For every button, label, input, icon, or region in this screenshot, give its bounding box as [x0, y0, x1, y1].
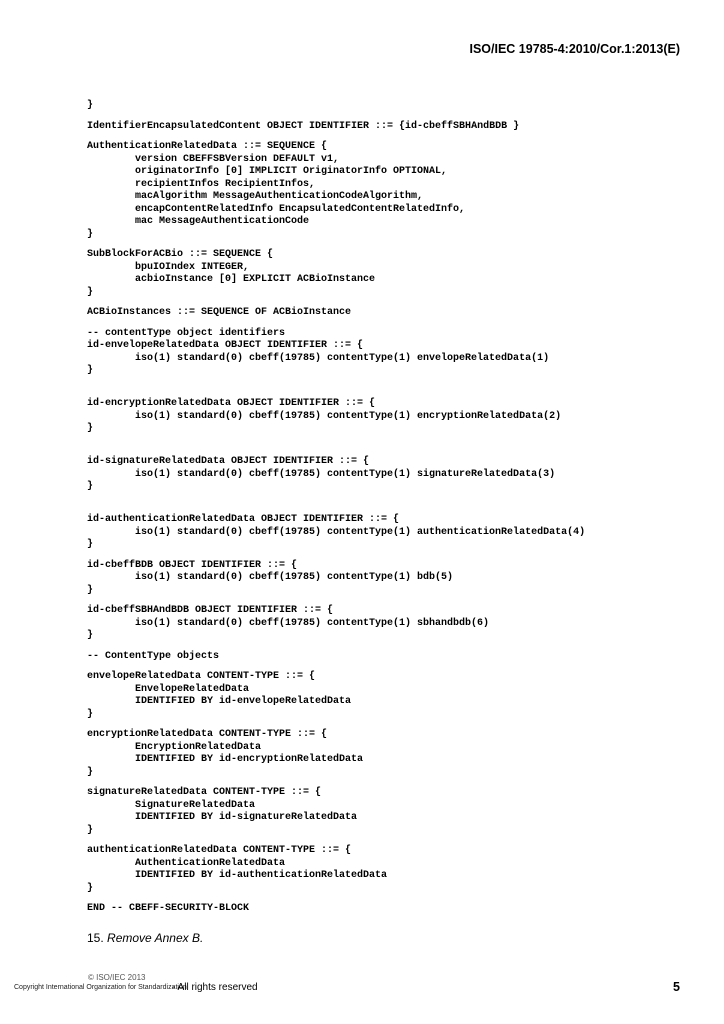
code-line: }	[87, 481, 94, 492]
code-block	[87, 845, 687, 895]
code-line: envelopeRelatedData CONTENT-TYPE ::= {	[87, 671, 316, 682]
code-block	[87, 787, 687, 837]
code-line: iso(1) standard(0) cbeff(19785) contentType(1) signatureRelatedData(3)	[135, 468, 556, 480]
code-line: bpuIOIndex INTEGER,	[135, 261, 250, 273]
code-line: iso(1) standard(0) cbeff(19785) contentType(1) encryptionRelatedData(2)	[135, 410, 562, 422]
footer-copyright: © ISO/IEC 2013	[88, 973, 146, 982]
instruction-text: Remove Annex B.	[107, 931, 204, 945]
code-line: IDENTIFIED BY id-encryptionRelatedData	[135, 754, 364, 765]
code-line: id-cbeffSBHAndBDB OBJECT IDENTIFIER ::= {	[87, 605, 334, 616]
code-block	[87, 328, 687, 378]
code-line: }	[87, 708, 94, 720]
code-line: signatureRelatedData CONTENT-TYPE ::= {	[87, 787, 322, 798]
code-line: AuthenticationRelatedData	[135, 857, 286, 869]
code-line: iso(1) standard(0) cbeff(19785) contentType(1) bdb(5)	[135, 572, 454, 583]
asn1-code-listing	[87, 100, 687, 924]
code-line: encapContentRelatedInfo EncapsulatedContentRelatedInfo,	[135, 203, 466, 215]
code-block	[87, 444, 687, 494]
code-block	[87, 141, 687, 241]
code-line: acbioInstance [0] EXPLICIT ACBioInstance	[135, 274, 376, 285]
footer-rights: - All rights reserved	[172, 982, 258, 993]
code-line: }	[87, 630, 94, 641]
code-block	[87, 121, 687, 134]
code-line: }	[87, 100, 94, 111]
code-line: encryptionRelatedData CONTENT-TYPE ::= {	[87, 729, 328, 740]
code-line: SignatureRelatedData	[135, 799, 256, 811]
code-line: macAlgorithm MessageAuthenticationCodeAlgorithm,	[135, 191, 424, 202]
code-line: id-cbeffBDB OBJECT IDENTIFIER ::= {	[87, 559, 298, 571]
code-block	[87, 560, 687, 598]
footer-copyright-holder: Copyright International Organization for Standardization	[14, 984, 187, 991]
code-block	[87, 903, 687, 916]
code-line: IDENTIFIED BY id-envelopeRelatedData	[135, 696, 352, 707]
amendment-instruction	[87, 931, 203, 945]
code-line: id-encryptionRelatedData OBJECT IDENTIFIER ::= {	[87, 398, 376, 409]
code-line: }	[87, 539, 94, 550]
code-line: END -- CBEFF-SECURITY-BLOCK	[87, 903, 250, 914]
code-block	[87, 651, 687, 664]
code-line: version CBEFFSBVersion DEFAULT v1,	[135, 153, 340, 165]
code-line: recipientInfos RecipientInfos,	[135, 178, 316, 190]
code-line	[87, 386, 687, 399]
code-line: id-signatureRelatedData OBJECT IDENTIFIER ::= {	[87, 456, 370, 467]
code-line: }	[87, 423, 94, 434]
code-line: SubBlockForACBio ::= SEQUENCE {	[87, 249, 274, 260]
code-block	[87, 605, 687, 643]
document-identifier: ISO/IEC 19785-4:2010/Cor.1:2013(E)	[469, 42, 680, 56]
code-line: }	[87, 286, 94, 298]
code-line	[87, 444, 687, 457]
code-line: }	[87, 882, 94, 894]
code-block	[87, 729, 687, 779]
instruction-number: 15.	[87, 931, 104, 945]
code-line: }	[87, 766, 94, 778]
code-line: IDENTIFIED BY id-signatureRelatedData	[135, 812, 358, 823]
code-line: id-authenticationRelatedData OBJECT IDENTIFIER ::= {	[87, 514, 400, 525]
code-line	[87, 502, 687, 515]
code-line: IdentifierEncapsulatedContent OBJECT IDENTIFIER ::= {id-cbeffSBHAndBDB }	[87, 120, 520, 132]
code-line: iso(1) standard(0) cbeff(19785) contentType(1) envelopeRelatedData(1)	[135, 352, 550, 364]
code-line: }	[87, 584, 94, 596]
code-line: AuthenticationRelatedData ::= SEQUENCE {	[87, 141, 328, 152]
code-line: }	[87, 365, 94, 376]
code-line: -- ContentType objects	[87, 650, 220, 662]
code-line: EncryptionRelatedData	[135, 741, 262, 753]
code-line: EnvelopeRelatedData	[135, 683, 250, 695]
code-block	[87, 307, 687, 320]
code-line: iso(1) standard(0) cbeff(19785) contentType(1) authenticationRelatedData(4)	[135, 526, 586, 538]
code-block	[87, 671, 687, 721]
code-line: mac MessageAuthenticationCode	[135, 216, 310, 227]
code-line: iso(1) standard(0) cbeff(19785) contentType(1) sbhandbdb(6)	[135, 617, 490, 629]
code-line: id-envelopeRelatedData OBJECT IDENTIFIER ::= {	[87, 340, 364, 351]
code-line: originatorInfo [0] IMPLICIT OriginatorInfo OPTIONAL,	[135, 166, 448, 177]
code-block	[87, 100, 687, 113]
code-line: }	[87, 228, 94, 240]
code-line: authenticationRelatedData CONTENT-TYPE ::= {	[87, 845, 352, 856]
code-block	[87, 386, 687, 436]
code-line: -- contentType object identifiers	[87, 327, 286, 339]
code-line: }	[87, 824, 94, 836]
code-line: IDENTIFIED BY id-authenticationRelatedData	[135, 870, 388, 881]
code-block	[87, 249, 687, 299]
code-line: ACBioInstances ::= SEQUENCE OF ACBioInstance	[87, 307, 352, 318]
code-block	[87, 502, 687, 552]
page-number: 5	[673, 980, 680, 994]
